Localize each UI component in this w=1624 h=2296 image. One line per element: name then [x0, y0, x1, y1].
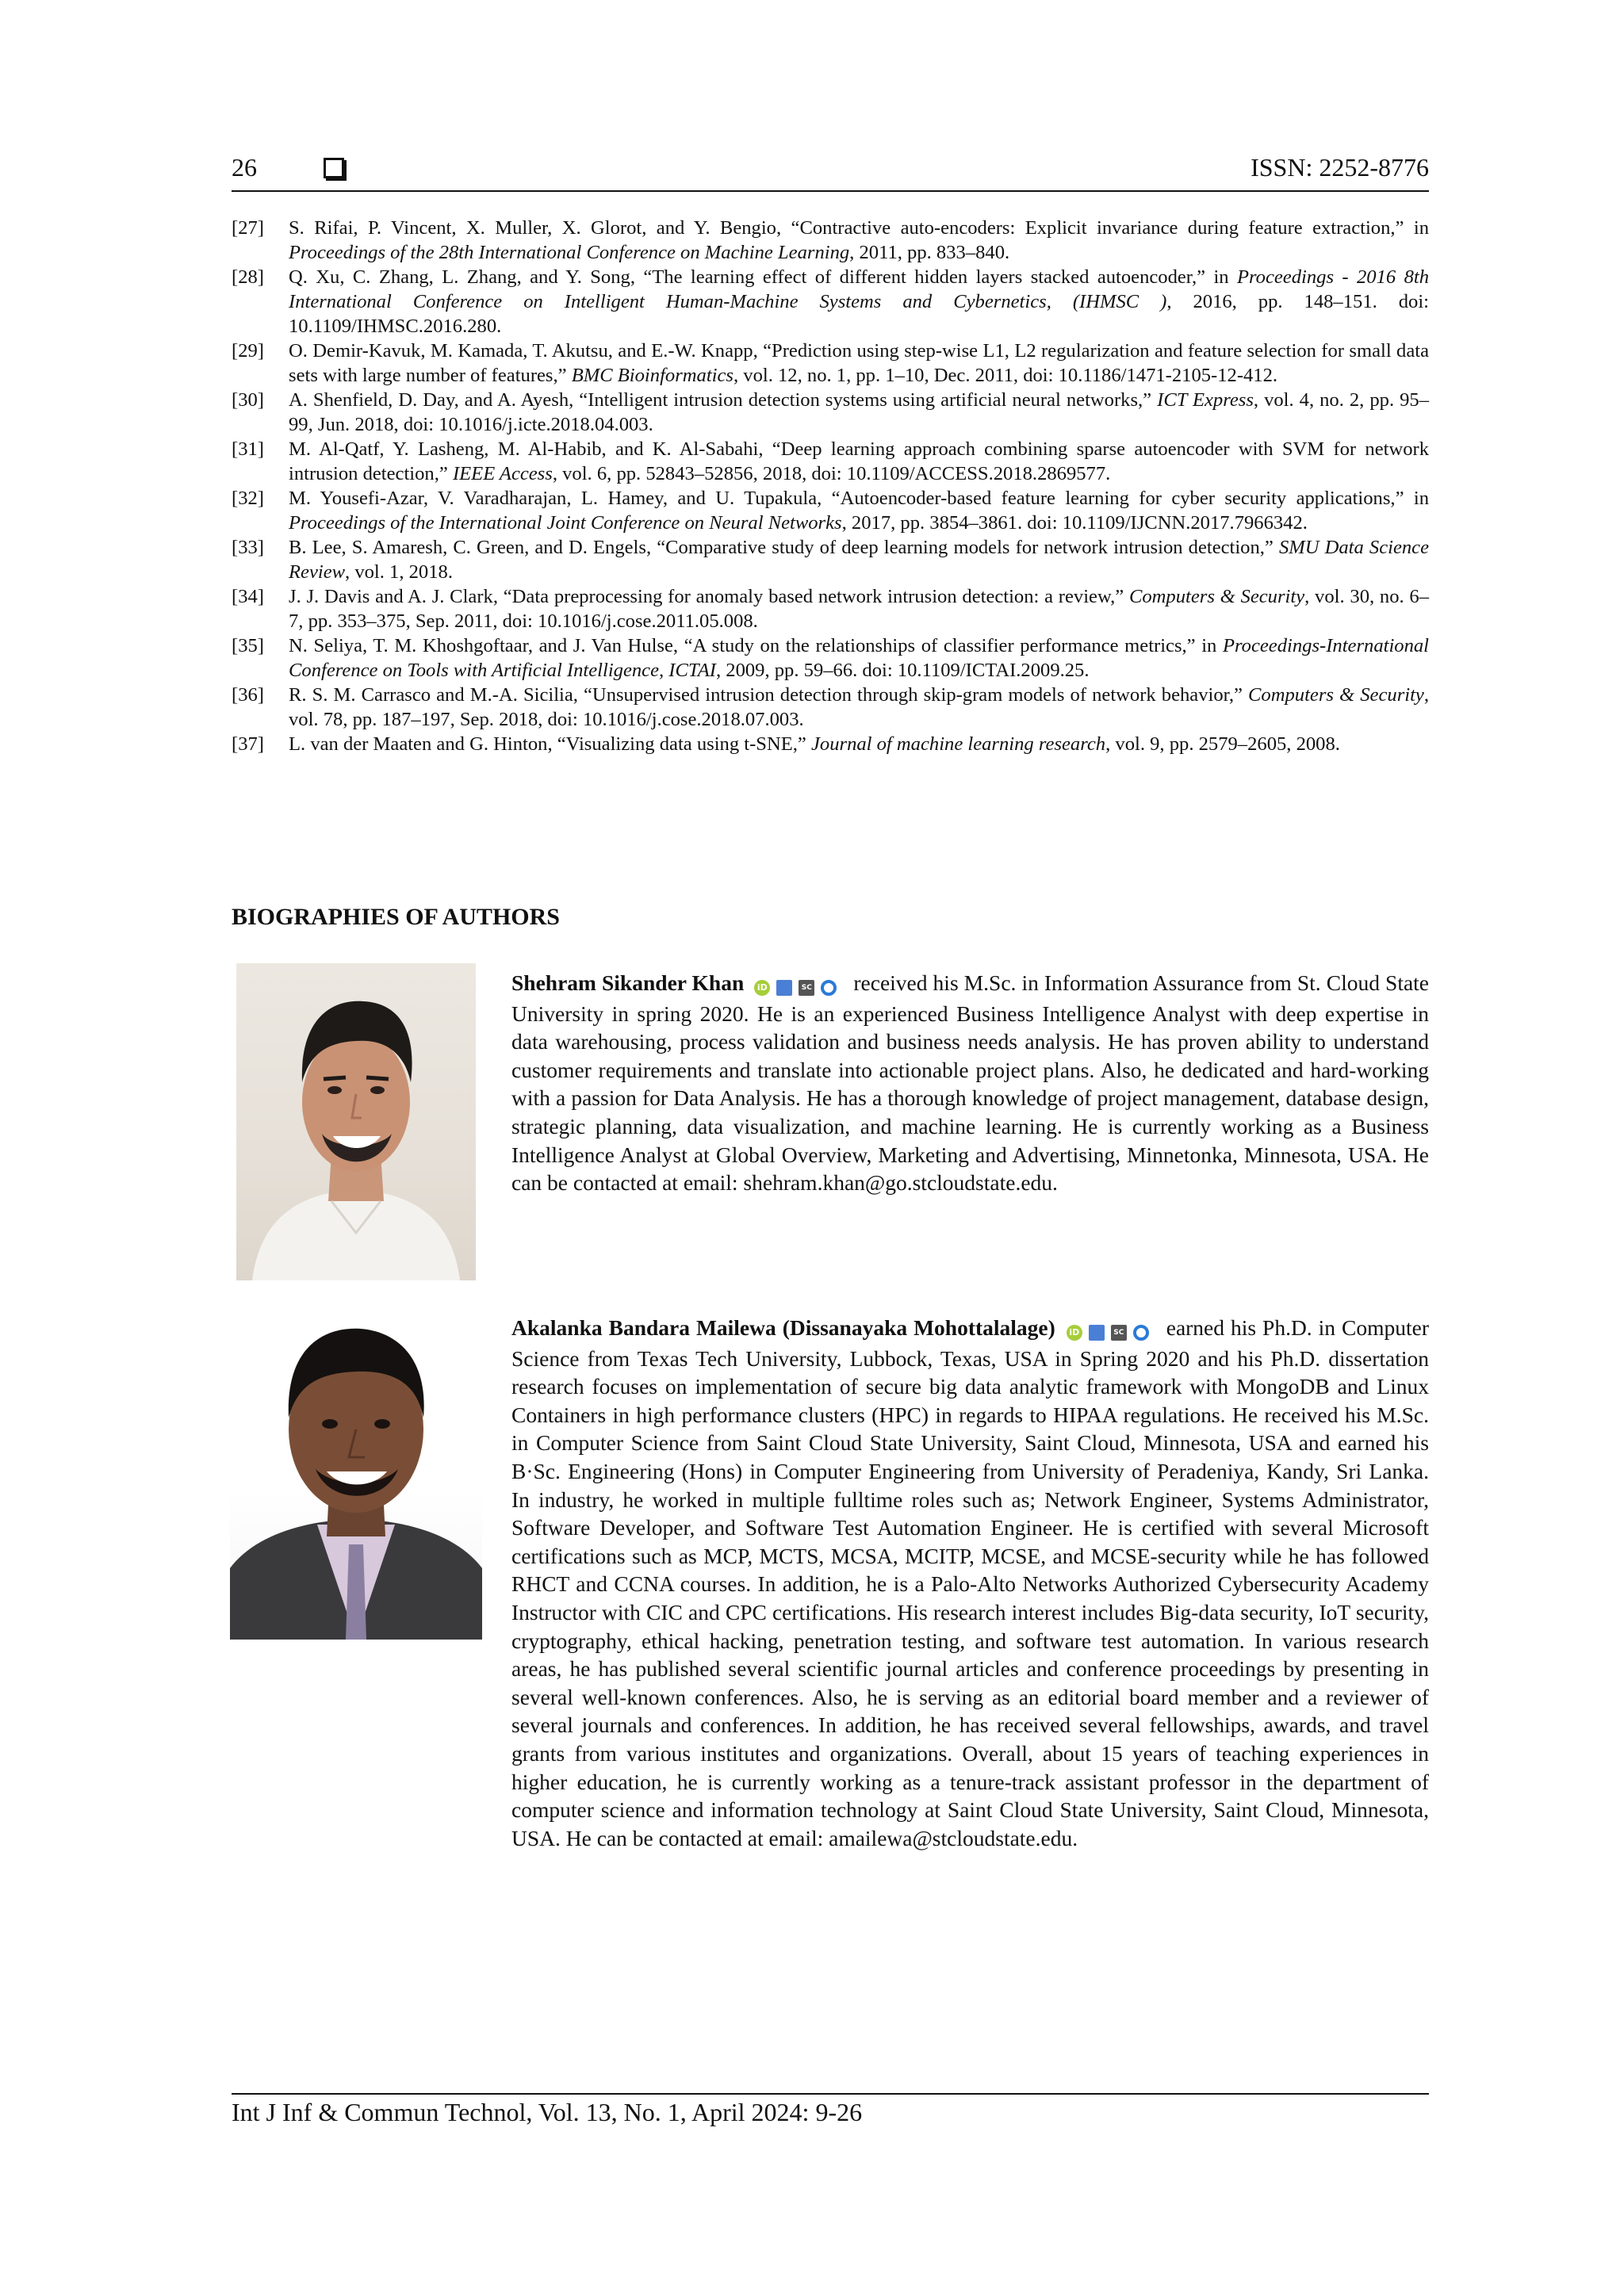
reference-number: [31]: [232, 438, 264, 460]
reference-text: O. Demir-Kavuk, M. Kamada, T. Akutsu, and E.-W. Knapp, “Prediction using step-wise L1, L2 regularization and feature selection for small data sets with large number of features,” BMC Bioinformatics, vol. 12, no. 1, pp. 1–10, Dec. 2011, doi: 10.1186/1471-2105-12-412.: [289, 340, 1429, 386]
reference-item: [232, 216, 1429, 265]
author-bio-text: earned his Ph.D. in Computer Science from Texas Tech University, Lubbock, Texas, USA in Spring 2020 and his Ph.D. dissertation research focuses on implementation of secure big data analytic framework with MongoDB and Linux Containers in high performance clusters (HPC) in regards to HIPAA regulations. He received his M.Sc. in Computer Science from Saint Cloud State University, Saint Cloud, Minnesota, USA and earned his B·Sc. Engineering (Hons) in Computer Engineering from University of Peradeniya, Kandy, Sri Lanka. In industry, he worked in multiple fulltime roles such as; Network Engineer, Systems Administrator, Software Developer, and Software Test Automation Engineer. He is certified with several Microsoft certifications such as MCP, MCTS, MCSA, MCITP, MCSE, and MCSE-security while he has followed RHCT and CCNA courses. In addition, he is a Palo-Alto Networks Authorized Cybersecurity Academy Instructor with CIC and CPC certifications. His research interest includes Big-data security, IoT security, cryptography, ethical hacking, penetration testing, and software test automation. In various research areas, he has published several scientific journal articles and conference proceedings by presenting in several well-known conferences. Also, he is serving as an editorial board member and a reviewer of several journals and conferences. In addition, he has received several fellowships, awards, and travel grants from various institutes and organizations. Overall, about 15 years of teaching experiences in higher education, he is currently working as a tenure-track assistant professor in the department of computer science and information technology at Saint Cloud State University, Saint Cloud, Minnesota, USA. He can be contacted at email: amailewa@stcloudstate.edu.: [511, 1315, 1429, 1850]
author-name: Shehram Sikander Khan: [511, 970, 745, 995]
reference-text: J. J. Davis and A. J. Clark, “Data preprocessing for anomaly based network intrusion detection: a review,” Computers & Security, vol. 30, no. 6–7, pp. 353–375, Sep. 2011, doi: 10.1016/j.cose.2011.05.008.: [289, 586, 1429, 632]
reference-venue: BMC Bioinformatics: [571, 365, 733, 386]
reference-venue: Computers & Security: [1128, 586, 1305, 607]
author-profile-icons: [754, 971, 843, 1000]
reference-number: [32]: [232, 488, 264, 509]
reference-venue: Proceedings - 2016 8th International Conference on Intelligent Human-Machine Systems and Cybernetics, (IHMSC ): [289, 266, 1429, 312]
reference-venue: IEEE Access: [452, 463, 553, 484]
portrait-illustration: [230, 1307, 482, 1640]
reference-venue: Computers & Security: [1248, 684, 1424, 706]
reference-venue: Journal of machine learning research: [810, 733, 1106, 755]
reference-text: R. S. M. Carrasco and M.-A. Sicilia, “Unsupervised intrusion detection through skip-gram models of network behavior,” Computers & Security, vol. 78, pp. 187–197, Sep. 2018, doi: 10.1016/j.cose.2018.07.003.: [289, 684, 1429, 730]
reference-item: [232, 388, 1429, 437]
scopus-icon[interactable]: SC: [1111, 1325, 1127, 1341]
reference-text: M. Yousefi-Azar, V. Varadharajan, L. Hamey, and U. Tupakula, “Autoencoder-based feature learning for cyber security applications,” in Proceedings of the International Joint Conference on Neural Networks, 2017, pp. 3854–3861. doi: 10.1109/IJCNN.2017.7966342.: [289, 488, 1429, 534]
reference-text: A. Shenfield, D. Day, and A. Ayesh, “Intelligent intrusion detection systems using artificial neural networks,” ICT Express, vol. 4, no. 2, pp. 95–99, Jun. 2018, doi: 10.1016/j.icte.2018.04.003.: [289, 389, 1429, 435]
footer-citation: Int J Inf & Commun Technol, Vol. 13, No. 1, April 2024: 9-26: [232, 2098, 863, 2126]
reference-number: [28]: [232, 266, 264, 288]
reference-venue: SMU Data Science Review: [289, 537, 1429, 583]
reference-text: L. van der Maaten and G. Hinton, “Visualizing data using t-SNE,” Journal of machine learning research, vol. 9, pp. 2579–2605, 2008.: [289, 733, 1340, 755]
orcid-icon[interactable]: iD: [754, 980, 770, 996]
author-name: Akalanka Bandara Mailewa (Dissanayaka Mohottalalage): [511, 1315, 1055, 1340]
reference-text: S. Rifai, P. Vincent, X. Muller, X. Glorot, and Y. Bengio, “Contractive auto-encoders: Explicit invariance during feature extraction,” in Proceedings of the 28th International Conference on Machine Learning, 2011, pp. 833–840.: [289, 217, 1429, 263]
reference-number: [33]: [232, 537, 264, 558]
reference-item: [232, 683, 1429, 732]
biographies-heading: BIOGRAPHIES OF AUTHORS: [232, 904, 560, 930]
reference-number: [30]: [232, 389, 264, 411]
publons-icon[interactable]: [821, 980, 837, 996]
reference-text: B. Lee, S. Amaresh, C. Green, and D. Engels, “Comparative study of deep learning models for network intrusion detection,” SMU Data Science Review, vol. 1, 2018.: [289, 537, 1429, 583]
footer-rule: [232, 2093, 1429, 2095]
author-photo: [236, 963, 476, 1280]
reference-venue: Proceedings-International Conference on Tools with Artificial Intelligence, ICTAI: [289, 635, 1429, 681]
publons-icon[interactable]: [1133, 1325, 1149, 1341]
issn: ISSN: 2252-8776: [1251, 153, 1429, 182]
reference-number: [37]: [232, 733, 264, 755]
reference-venue: ICT Express: [1157, 389, 1254, 411]
scopus-icon[interactable]: SC: [799, 980, 814, 996]
reference-item: [232, 486, 1429, 535]
google-scholar-icon[interactable]: [776, 980, 792, 996]
reference-text: M. Al-Qatf, Y. Lasheng, M. Al-Habib, and K. Al-Sabahi, “Deep learning approach combining sparse autoencoder with SVM for network intrusion detection,” IEEE Access, vol. 6, pp. 52843–52856, 2018, doi: 10.1109/ACCESS.2018.2869577.: [289, 438, 1429, 484]
page-header: [232, 153, 1429, 191]
reference-number: [35]: [232, 635, 264, 656]
reference-text: Q. Xu, C. Zhang, L. Zhang, and Y. Song, “The learning effect of different hidden layers stacked autoencoder,” in Proceedings - 2016 8th International Conference on Intelligent Human-Machine Systems and Cybernetics, (IHMSC ), 2016, pp. 148–151. doi: 10.1109/IHMSC.2016.280.: [289, 266, 1430, 337]
reference-number: [34]: [232, 586, 264, 607]
reference-venue: Proceedings of the 28th International Conference on Machine Learning: [289, 242, 850, 263]
author-bio: [511, 1314, 1429, 1852]
square-bullet-icon: [324, 158, 344, 178]
reference-item: [232, 732, 1429, 756]
orcid-icon[interactable]: iD: [1067, 1325, 1082, 1341]
portrait-illustration: [236, 963, 476, 1280]
author-bio: [511, 969, 1429, 1197]
reference-number: [29]: [232, 340, 264, 362]
google-scholar-icon[interactable]: [1089, 1325, 1105, 1341]
reference-venue: Proceedings of the International Joint Conference on Neural Networks: [289, 512, 842, 534]
page-number: 26: [232, 153, 257, 182]
author-profile-icons: [1067, 1316, 1155, 1345]
reference-item: [232, 584, 1429, 633]
reference-number: [27]: [232, 217, 264, 239]
header-rule: [232, 190, 1429, 192]
reference-text: N. Seliya, T. M. Khoshgoftaar, and J. Van Hulse, “A study on the relationships of classifier performance metrics,” in Proceedings-International Conference on Tools with Artificial Intelligence, ICTAI, 2009, pp. 59–66. doi: 10.1109/ICTAI.2009.25.: [289, 635, 1429, 681]
reference-item: [232, 437, 1429, 486]
reference-item: [232, 339, 1429, 388]
reference-list: [232, 216, 1429, 756]
reference-item: [232, 265, 1429, 339]
reference-number: [36]: [232, 684, 264, 706]
author-photo: [230, 1307, 482, 1640]
reference-item: [232, 633, 1429, 683]
reference-item: [232, 535, 1429, 584]
author-bio-text: received his M.Sc. in Information Assurance from St. Cloud State University in spring 2020. He is an experienced Business Intelligence Analyst with deep expertise in data warehousing, process validation and business needs analysis. He has proven ability to understand customer requirements and translate into actionable project plans. Also, he dedicated and hard-working with a passion for Data Analysis. He has a thorough knowledge of project management, database design, strategic planning, data visualization, and machine learning. He is currently working as a Business Intelligence Analyst at Global Overview, Marketing and Advertising, Minnetonka, Minnesota, USA. He can be contacted at email: shehram.khan@go.stcloudstate.edu.: [511, 970, 1430, 1196]
